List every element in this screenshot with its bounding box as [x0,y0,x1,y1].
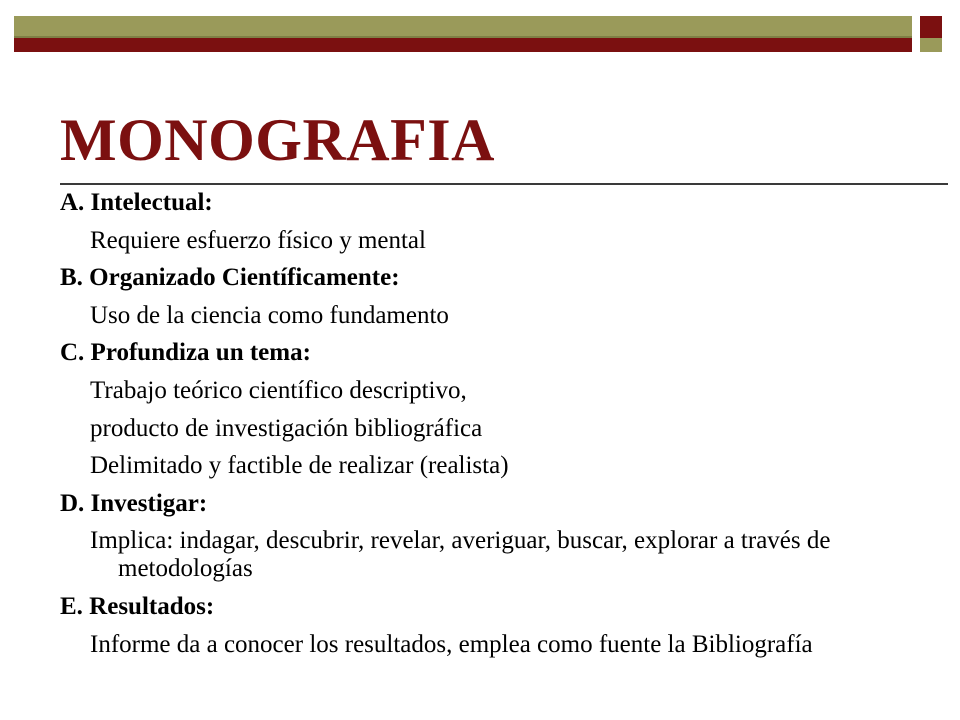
section-a-item: Requiere esfuerzo físico y mental [90,226,426,254]
section-c-item-1: Trabajo teórico científico descriptivo, [90,376,467,404]
section-heading-d: D. Investigar: [60,489,208,517]
top-olive-bar [14,16,912,38]
section-c-item-2: producto de investigación bibliográfica [90,414,483,442]
section-heading-b: B. Organizado Científicamente: [60,264,400,292]
section-d-item: Implica: indagar, descubrir, revelar, averiguar, buscar, explorar a través de metodologías [90,527,831,583]
section-heading-e: E. Resultados: [60,593,215,621]
slide-title: MONOGRAFIA [60,107,495,173]
section-b-item: Uso de la ciencia como fundamento [90,301,449,329]
top-maroon-bar [14,38,912,52]
slide-body [60,184,920,664]
top-olive-square [920,38,942,52]
section-heading-a: A. Intelectual: [60,189,213,216]
top-maroon-square [920,16,942,38]
section-c-item-3: Delimitado y factible de realizar (realista) [90,452,509,480]
section-heading-c: C. Profundiza un tema: [60,339,311,367]
section-e-item: Informe da a conocer los resultados, emplea como fuente la Bibliografía [90,630,813,658]
